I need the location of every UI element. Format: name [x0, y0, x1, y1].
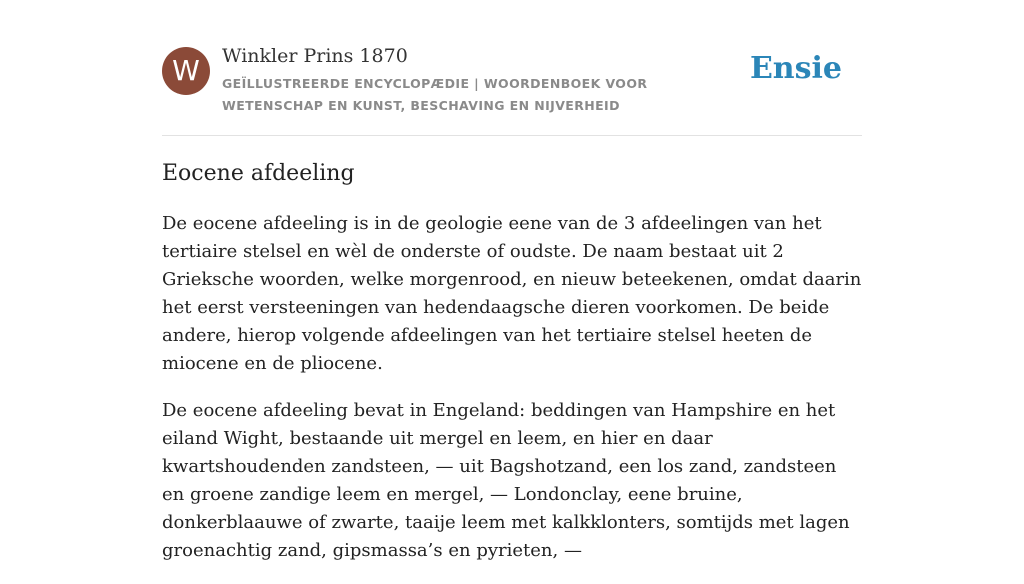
source-title[interactable]: Winkler Prins 1870: [222, 45, 408, 67]
source-avatar[interactable]: W: [162, 47, 210, 95]
article-title: Eocene afdeeling: [162, 161, 355, 186]
article-paragraph: De eocene afdeeling is in de geologie eene van de 3 afdeelingen van het tertiaire stelsel en wèl de onderste of oudste. De naam bestaat uit 2 Grieksche woorden, welke morgenrood, en nieuw beteekenen, omdat daarin het eerst versteeningen van hedendaagsche dieren voorkomen. De beide andere, hierop volgende afdeelingen van het tertiaire stelsel heeten de miocene en de pliocene.: [162, 213, 862, 374]
source-subtitle: GEÏLLUSTREERDE ENCYCLOPÆDIE | WOORDENBOEK VOOR WETENSCHAP EN KUNST, BESCHAVING EN NIJVERHEID: [222, 76, 648, 113]
header-divider: [162, 135, 862, 136]
source-header: [162, 45, 862, 117]
ensie-logo[interactable]: Ensie: [749, 51, 842, 86]
article: [162, 158, 862, 584]
article-paragraph: De eocene afdeeling bevat in Engeland: beddingen van Hampshire en het eiland Wight, bestaande uit mergel en leem, en hier en daar kwartshoudenden zandsteen, — uit Bagshotzand, een los zand, zandsteen en groene zandige leem en mergel, — Londonclay, eene bruine, donkerblaauwe of zwarte, taaije leem met kalkklonters, somtijds met lagen groenachtig zand, gipsmassa’s en pyrieten, —: [162, 400, 850, 561]
